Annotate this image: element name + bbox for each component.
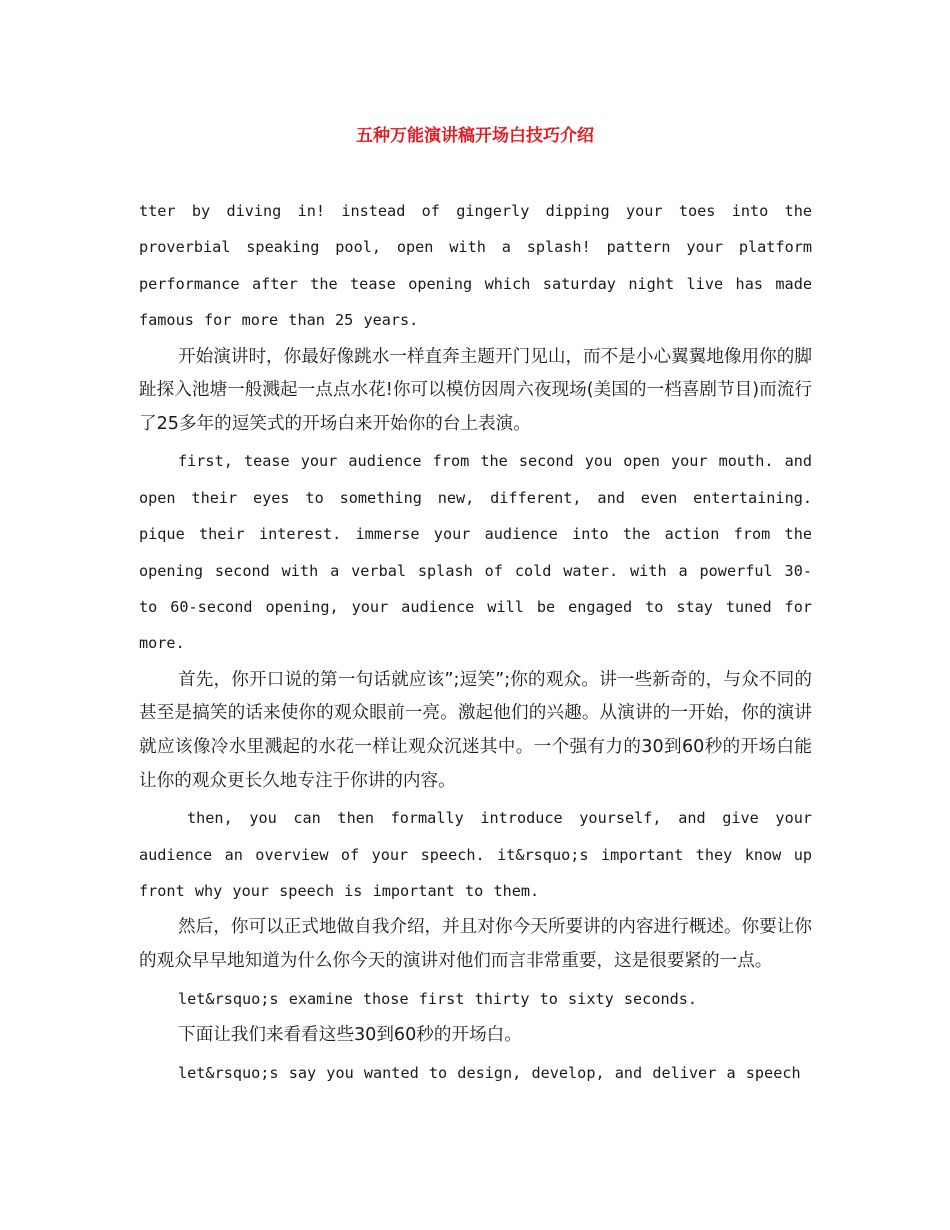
paragraph-en-2: first, tease your audience from the second you open your mouth. and open their eyes to something new, different, and even entertaining. pique their interest. immerse your audience into the action from the opening second with a verbal splash of cold water. with a powerful 30- to 60-second opening, your audience will be engaged to stay tuned for more. [139, 452, 812, 653]
paragraph-en-1: tter by diving in! instead of gingerly dipping your toes into the proverbial speaking pool, open with a splash! pattern your platform performance after the tease opening which saturday night live has made famous for more than 25 years. [139, 202, 812, 330]
paragraph-en-3: then, you can then formally introduce yourself, and give your audience an overview of your speech. it&rsquo;s important they know up front why your speech is important to them. [139, 809, 812, 901]
paragraph-zh-4: 下面让我们来看看这些30到60秒的开场白。 [178, 1025, 522, 1046]
paragraph-zh-1: 开始演讲时，你最好像跳水一样直奔主题开门见山，而不是小心翼翼地像用你的脚趾探入池塘一般溅起一点点水花!你可以模仿因周六夜现场(美国的一档喜剧节目)而流行了25多年的逗笑式的开场白来开始你的台上表演。 [139, 346, 812, 434]
paragraph-en-5: let&rsquo;s say you wanted to design, develop, and deliver a speech [178, 1063, 801, 1082]
document-title: 五种万能演讲稿开场白技巧介绍 [356, 126, 594, 146]
paragraph-en-4: let&rsquo;s examine those first thirty to sixty seconds. [178, 989, 698, 1008]
paragraph-zh-2: 首先，你开口说的第一句话就应该”;逗笑”;你的观众。讲一些新奇的，与众不同的甚至是搞笑的话来使你的观众眼前一亮。激起他们的兴趣。从演讲的一开始，你的演讲就应该像冷水里溅起的水花一样让观众沉迷其中。一个强有力的30到60秒的开场白能让你的观众更长久地专注于你讲的内容。 [139, 669, 812, 791]
document-body [139, 193, 812, 1091]
paragraph-zh-3: 然后，你可以正式地做自我介绍，并且对你今天所要讲的内容进行概述。你要让你的观众早早地知道为什么你今天的演讲对他们而言非常重要，这是很要紧的一点。 [139, 917, 812, 972]
